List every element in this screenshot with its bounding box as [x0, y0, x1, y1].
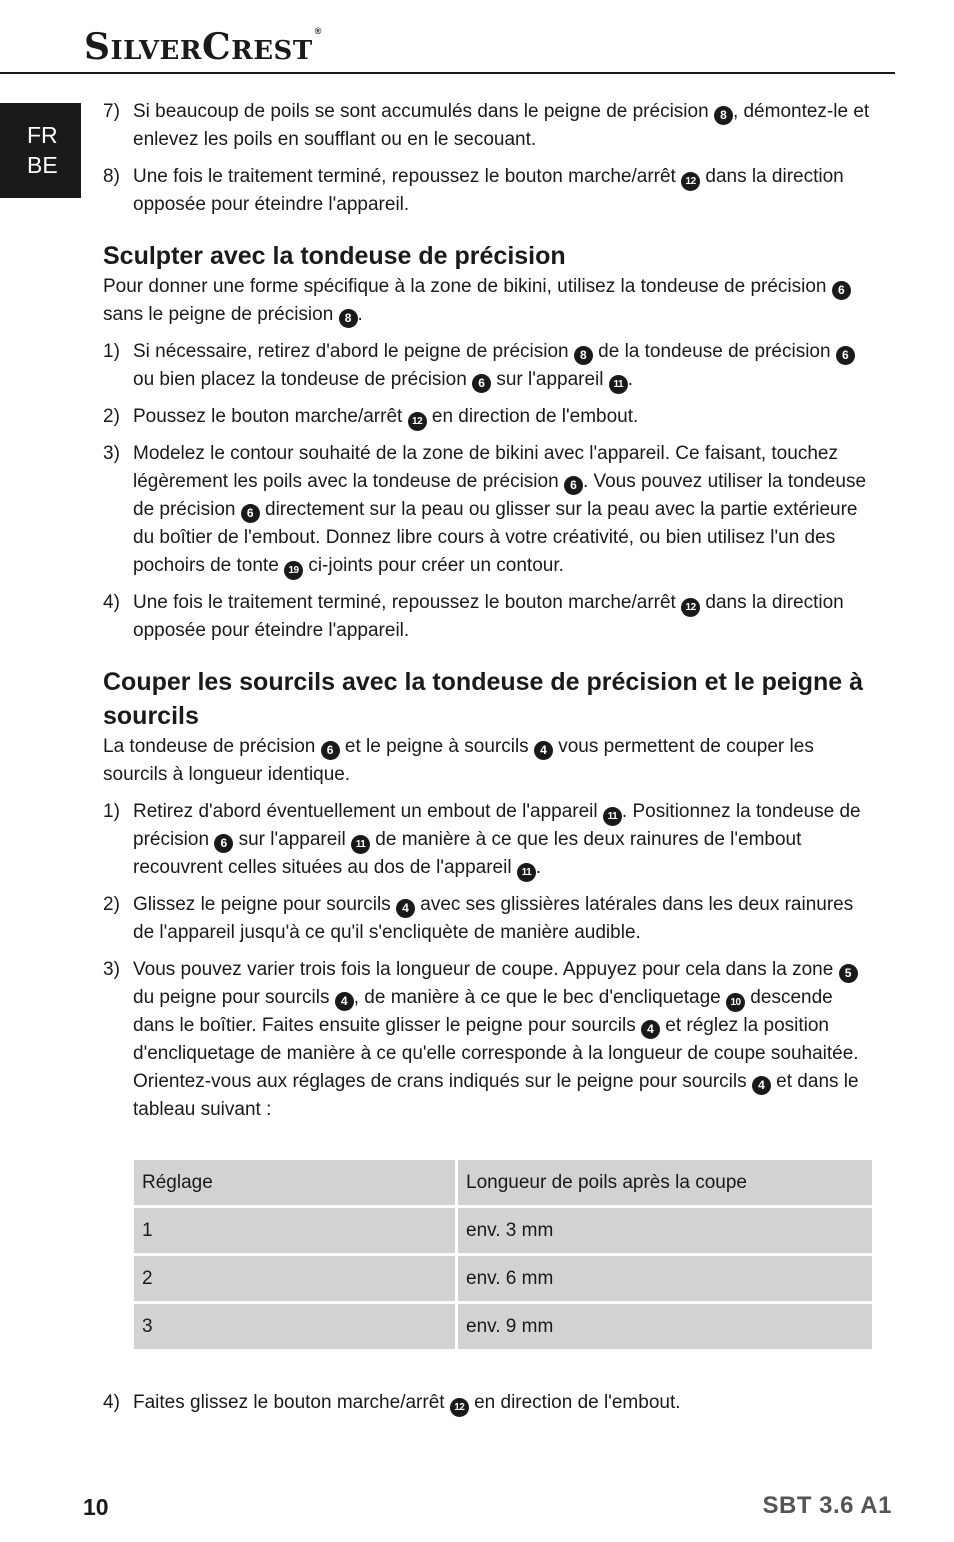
table-row [134, 1304, 872, 1349]
list-item: 1) Si nécessaire, retirez d'abord le peigne de précision 8 de la tondeuse de précision 6 ou bien placez la tondeuse de précision 6 sur l'appareil 11 . [103, 338, 875, 394]
list-item: 4) Une fois le traitement terminé, repoussez le bouton marche/arrêt 12 dans la direction opposée pour éteindre l'appareil. [103, 592, 844, 641]
callout-marker: 11 [351, 835, 370, 854]
table-cell: 1 [134, 1208, 455, 1253]
callout-marker: 10 [726, 993, 745, 1012]
callout-marker: 11 [609, 375, 628, 394]
section-intro: Pour donner une forme spécifique à la zone de bikini, utilisez la tondeuse de précision 6 sans le peigne de précision 8 . [103, 273, 875, 329]
callout-marker: 6 [836, 346, 855, 365]
table-header-cell: Réglage [134, 1160, 455, 1205]
callout-marker: 6 [564, 476, 583, 495]
settings-table [131, 1157, 875, 1352]
lang-code-fr: FR [27, 122, 58, 148]
callout-marker: 6 [241, 504, 260, 523]
callout-marker: 5 [839, 964, 858, 983]
header-rule [0, 72, 895, 74]
callout-marker: 12 [450, 1398, 469, 1417]
callout-marker: 8 [339, 309, 358, 328]
model-number: SBT 3.6 A1 [762, 1492, 892, 1519]
list-item: 2) Glissez le peigne pour sourcils 4 avec ses glissières latérales dans les deux rainures de l'appareil jusqu'à ce qu'il s'encliquète de manière audible. [103, 894, 854, 943]
list-item: 8) Une fois le traitement terminé, repoussez le bouton marche/arrêt 12 dans la direction opposée pour éteindre l'appareil. [103, 166, 844, 215]
list-item: 3) Modelez le contour souhaité de la zone de bikini avec l'appareil. Ce faisant, touchez légèrement les poils avec la tondeuse de précision 6 . Vous pouvez utiliser la tondeuse de précision 6 directement sur la peau ou glisser sur la peau avec la partie extérieure du boîtier de l'embout. Donnez libre cours à votre créativité, ou bien utilisez l'un des pochoirs de tonte 19 ci-joints pour créer un contour. [103, 440, 875, 580]
table-cell: env. 3 mm [458, 1208, 872, 1253]
callout-marker: 4 [752, 1076, 771, 1095]
list-item: 3) Vous pouvez varier trois fois la longueur de coupe. Appuyez pour cela dans la zone 5 du peigne pour sourcils 4 , de manière à ce que le bec d'encliquetage 10 descende dans le boîtier. Faites ensuite glisser le peigne pour sourcils 4 et réglez la position d'encliquetage de manière à ce qu'elle corresponde à la longueur de coupe souhaitée. Orientez-vous aux réglages de crans indiqués sur le peigne pour sourcils 4 et dans le tableau suivant : [103, 959, 859, 1120]
brand-logo: SILVERCREST® [84, 26, 322, 68]
callout-marker: 12 [408, 412, 427, 431]
list-item: 1) Retirez d'abord éventuellement un embout de l'appareil 11 . Positionnez la tondeuse de précision 6 sur l'appareil 11 de manière à ce que les deux rainures de l'embout recouvrent celles situées au dos de l'appareil 11 . [103, 798, 875, 882]
callout-marker: 4 [641, 1020, 660, 1039]
page-content [103, 98, 875, 1426]
table-cell: 2 [134, 1256, 455, 1301]
table-cell: 3 [134, 1304, 455, 1349]
callout-marker: 8 [574, 346, 593, 365]
callout-marker: 4 [335, 992, 354, 1011]
callout-marker: 6 [832, 281, 851, 300]
callout-marker: 4 [396, 899, 415, 918]
table-header-cell: Longueur de poils après la coupe [458, 1160, 872, 1205]
callout-marker: 12 [681, 598, 700, 617]
callout-marker: 6 [321, 741, 340, 760]
callout-marker: 6 [214, 834, 233, 853]
table-row [134, 1256, 872, 1301]
callout-marker: 6 [472, 374, 491, 393]
page-number: 10 [83, 1494, 109, 1520]
list-item: 4) Faites glissez le bouton marche/arrêt 12 en direction de l'embout. [103, 1389, 875, 1417]
language-tab [0, 103, 81, 198]
callout-marker: 11 [517, 863, 536, 882]
table-header-row [134, 1160, 872, 1205]
section-heading: Couper les sourcils avec la tondeuse de précision et le peigne à sourcils [103, 668, 863, 730]
table-cell: env. 6 mm [458, 1256, 872, 1301]
callout-marker: 4 [534, 741, 553, 760]
callout-marker: 8 [714, 106, 733, 125]
callout-marker: 12 [681, 172, 700, 191]
lang-code-be: BE [27, 152, 58, 178]
callout-marker: 19 [284, 561, 303, 580]
table-row [134, 1208, 872, 1253]
list-item: 7) Si beaucoup de poils se sont accumulés dans le peigne de précision 8 , démontez-le et enlevez les poils en soufflant ou en le secouant. [103, 101, 870, 150]
section-heading: Sculpter avec la tondeuse de précision [103, 242, 566, 270]
callout-marker: 11 [603, 807, 622, 826]
table-cell: env. 9 mm [458, 1304, 872, 1349]
list-item: 2) Poussez le bouton marche/arrêt 12 en direction de l'embout. [103, 403, 875, 431]
section-intro: La tondeuse de précision 6 et le peigne à sourcils 4 vous permettent de couper les sourcils à longueur identique. [103, 736, 814, 785]
